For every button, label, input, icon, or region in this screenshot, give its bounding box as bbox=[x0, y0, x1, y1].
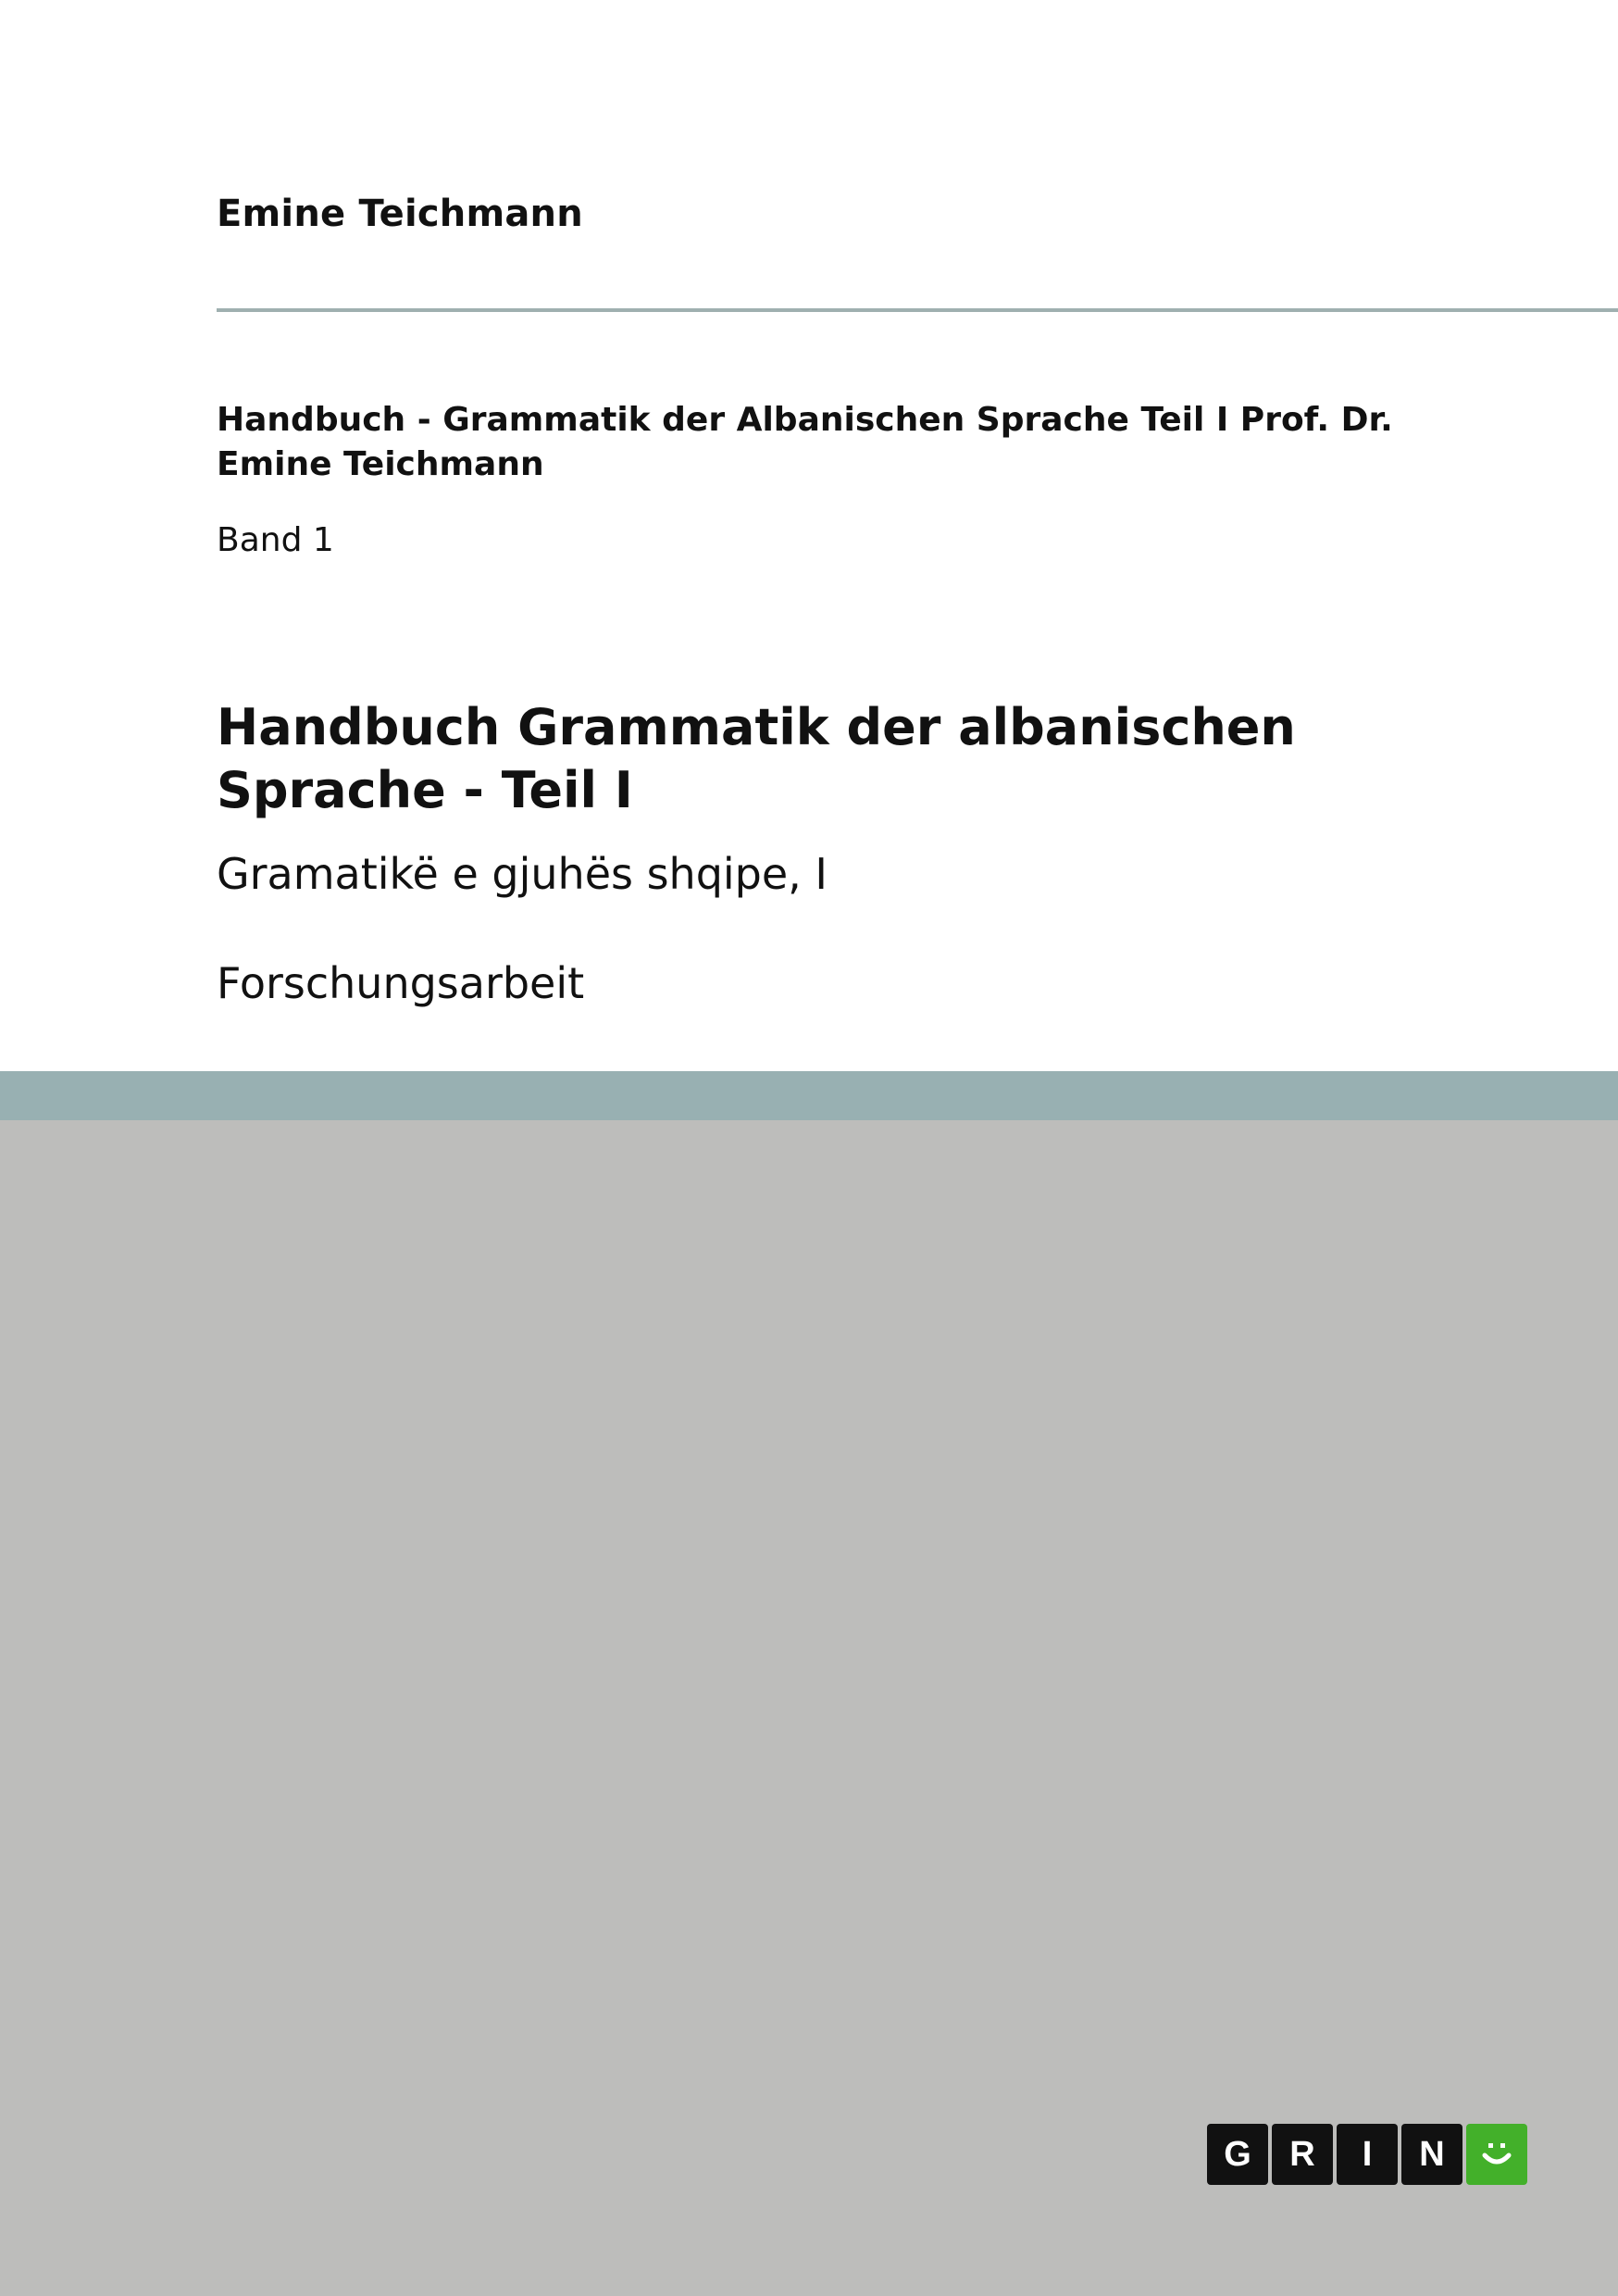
cover-panel bbox=[0, 1120, 1618, 2296]
author-name: Emine Teichmann bbox=[217, 193, 583, 235]
logo-letter-r: R bbox=[1272, 2124, 1333, 2185]
volume-label: Band 1 bbox=[217, 521, 334, 559]
series-title bbox=[217, 398, 1420, 487]
book-title-line-1: Handbuch Grammatik der albanischen bbox=[217, 698, 1296, 756]
publisher-logo bbox=[1207, 2124, 1533, 2185]
series-title-line-1: Handbuch - Grammatik der Albanischen Sprache Teil I Prof. Dr. bbox=[217, 401, 1393, 439]
book-title bbox=[217, 696, 1420, 822]
book-title-line-2: Sprache - Teil I bbox=[217, 761, 633, 819]
logo-letter-n: N bbox=[1401, 2124, 1462, 2185]
cover-band bbox=[0, 1071, 1618, 1120]
series-title-line-2: Emine Teichmann bbox=[217, 445, 544, 483]
smile-icon bbox=[1466, 2124, 1527, 2185]
document-type: Forschungsarbeit bbox=[217, 958, 585, 1008]
book-subtitle: Gramatikë e gjuhës shqipe, I bbox=[217, 849, 828, 899]
logo-letter-i: I bbox=[1337, 2124, 1398, 2185]
logo-letter-g: G bbox=[1207, 2124, 1268, 2185]
top-divider bbox=[217, 308, 1618, 312]
